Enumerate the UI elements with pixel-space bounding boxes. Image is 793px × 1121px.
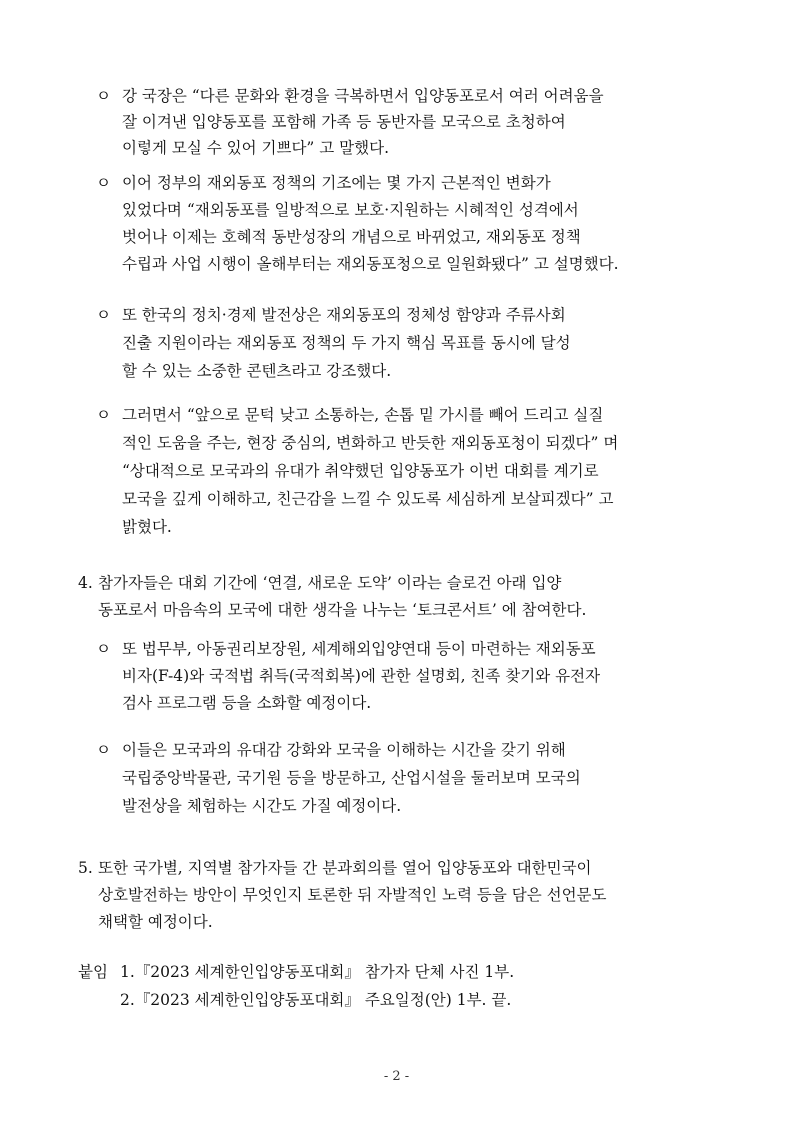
bullet-marker: ㅇ — [96, 640, 111, 658]
paragraph-line: “상대적으로 모국과의 유대가 취약했던 입양동포가 이번 대회를 계기로 — [122, 462, 599, 480]
bullet-marker: ㅇ — [96, 306, 111, 324]
bullet-marker: ㅇ — [96, 741, 111, 759]
paragraph-line: 이렇게 모실 수 있어 기쁘다” 고 말했다. — [122, 139, 390, 157]
paragraph-line: 적인 도움을 주는, 현장 중심의, 변화하고 반듯한 재외동포청이 되겠다” 며 — [122, 434, 619, 452]
paragraph-line: 발전상을 체험하는 시간도 가질 예정이다. — [122, 797, 402, 815]
paragraph-line: 강 국장은 “다른 문화와 환경을 극복하면서 입양동포로서 여러 어려움을 — [122, 87, 604, 105]
paragraph-line: 할 수 있는 소중한 콘텐츠라고 강조했다. — [122, 362, 392, 380]
paragraph-line: 또한 국가별, 지역별 참가자들 간 분과회의를 열어 입양동포와 대한민국이 — [98, 859, 592, 877]
paragraph-line: 밝혔다. — [122, 518, 172, 536]
paragraph-line: 참가자들은 대회 기간에 ‘연결, 새로운 도약’ 이라는 슬로건 아래 입양 — [98, 574, 562, 592]
paragraph-line: 잘 이겨낸 입양동포를 포함해 가족 등 동반자를 모국으로 초청하여 — [122, 113, 566, 131]
paragraph-line: 국립중앙박물관, 국기원 등을 방문하고, 산업시설을 둘러보며 모국의 — [122, 769, 581, 787]
paragraph-line: 모국을 깊게 이해하고, 친근감을 느낄 수 있도록 세심하게 보살피겠다” 고 — [122, 490, 614, 508]
paragraph-line: 또 법무부, 아동권리보장원, 세계해외입양연대 등이 마련하는 재외동포 — [122, 640, 596, 658]
paragraph-line: 있었다며 “재외동포를 일방적으로 보호·지원하는 시혜적인 성격에서 — [122, 201, 579, 219]
paragraph-line: 그러면서 “앞으로 문턱 낮고 소통하는, 손톱 밑 가시를 빼어 드리고 실질 — [122, 406, 604, 424]
attachment-label: 붙임 — [78, 963, 108, 981]
bullet-marker: ㅇ — [96, 174, 111, 192]
paragraph-line: 상호발전하는 방안이 무엇인지 토론한 뒤 자발적인 노력 등을 담은 선언문도 — [98, 886, 607, 904]
paragraph-line: 수립과 사업 시행이 올해부터는 재외동포청으로 일원화됐다” 고 설명했다. — [122, 255, 619, 273]
bullet-marker: ㅇ — [96, 87, 111, 105]
paragraph-line: 동포로서 마음속의 모국에 대한 생각을 나누는 ‘토크콘서트’ 에 참여한다. — [98, 601, 587, 619]
bullet-marker: ㅇ — [96, 406, 111, 424]
item-number: 5. — [78, 859, 93, 877]
paragraph-line: 이어 정부의 재외동포 정책의 기조에는 몇 가지 근본적인 변화가 — [122, 174, 551, 192]
item-number: 4. — [78, 574, 93, 592]
attachment-item: 2.『2023 세계한인입양동포대회』 주요일정(안) 1부. 끝. — [120, 991, 512, 1009]
paragraph-line: 비자(F-4)와 국적법 취득(국적회복)에 관한 설명회, 친족 찾기와 유전자 — [122, 667, 601, 685]
paragraph-line: 채택할 예정이다. — [98, 913, 213, 931]
attachment-item: 1.『2023 세계한인입양동포대회』 참가자 단체 사진 1부. — [120, 963, 515, 981]
paragraph-line: 또 한국의 정치·경제 발전상은 재외동포의 정체성 함양과 주류사회 — [122, 306, 566, 324]
page-number: - 2 - — [383, 1069, 410, 1084]
paragraph-line: 검사 프로그램 등을 소화할 예정이다. — [122, 694, 372, 712]
paragraph-line: 벗어나 이제는 호혜적 동반성장의 개념으로 바뀌었고, 재외동포 정책 — [122, 228, 581, 246]
paragraph-line: 이들은 모국과의 유대감 강화와 모국을 이해하는 시간을 갖기 위해 — [122, 741, 566, 759]
paragraph-line: 진출 지원이라는 재외동포 정책의 두 가지 핵심 목표를 동시에 달성 — [122, 334, 571, 352]
